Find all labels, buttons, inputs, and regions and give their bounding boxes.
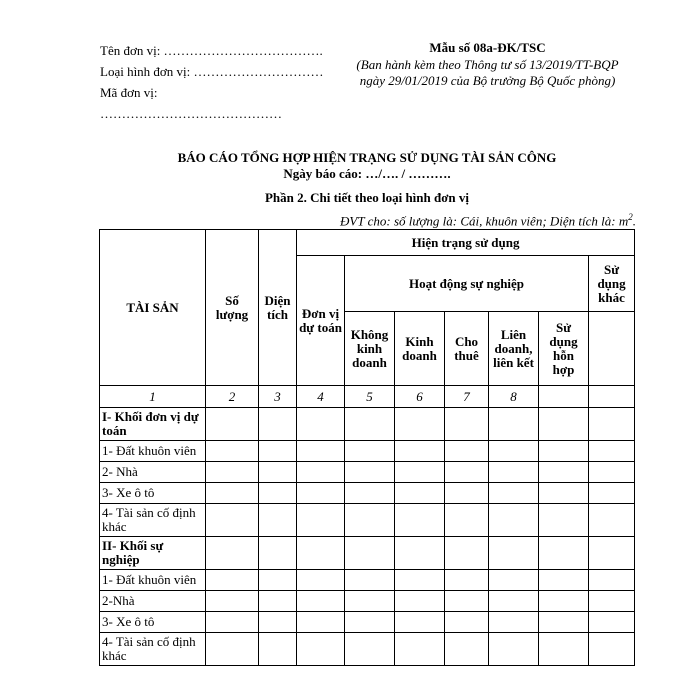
table-cell[interactable] [259,633,297,666]
row-label: 4- Tài sản cố định khác [100,504,206,537]
table-cell[interactable] [589,633,635,666]
unit-name-line: Tên đơn vị: ………………………………. [100,43,323,58]
table-cell[interactable] [445,462,489,483]
table-cell[interactable] [259,591,297,612]
column-number [589,386,635,408]
header-other-use: Sử dụng khác [589,256,635,312]
unit-note-text: ĐVT cho: số lượng là: Cái, khuôn viên; Diện tích là: m [340,213,629,229]
table-cell[interactable] [206,612,259,633]
table-cell[interactable] [489,408,539,441]
table-cell[interactable] [259,462,297,483]
header-joint-venture: Liên doanh, liên kết [489,312,539,386]
table-cell[interactable] [539,537,589,570]
table-cell[interactable] [395,612,445,633]
table-row [100,537,635,570]
issued-line-1: (Ban hành kèm theo Thông tư số 13/2019/TT-BQP [356,57,619,72]
table-row [100,591,635,612]
table-cell[interactable] [395,462,445,483]
table-cell[interactable] [345,633,395,666]
table-cell[interactable] [445,483,489,504]
unit-note [340,212,636,229]
table-cell[interactable] [297,537,345,570]
table-cell[interactable] [539,570,589,591]
table-cell[interactable] [489,462,539,483]
table-cell[interactable] [445,591,489,612]
table-cell[interactable] [395,504,445,537]
table-cell[interactable] [297,408,345,441]
table-cell[interactable] [259,537,297,570]
row-label: 2- Nhà [100,462,206,483]
header-budget-unit: Đơn vị dự toán [297,256,345,386]
table-cell[interactable] [539,633,589,666]
table-cell[interactable] [206,504,259,537]
column-number: 7 [445,386,489,408]
column-number: 1 [100,386,206,408]
table-cell[interactable] [297,633,345,666]
column-number: 4 [297,386,345,408]
report-part: Phần 2. Chi tiết theo loại hình đơn vị [264,190,470,205]
table-row [100,441,635,462]
table-cell[interactable] [445,504,489,537]
row-label: II- Khối sự nghiệp [100,537,206,570]
table-cell[interactable] [345,462,395,483]
table-cell[interactable] [345,408,395,441]
row-label: I- Khối đơn vị dự toán [100,408,206,441]
asset-status-table [99,229,635,666]
table-cell[interactable] [206,441,259,462]
table-cell[interactable] [589,504,635,537]
table-cell[interactable] [206,537,259,570]
table-cell[interactable] [445,612,489,633]
table-cell[interactable] [395,591,445,612]
table-cell[interactable] [589,483,635,504]
table-cell[interactable] [489,591,539,612]
table-cell[interactable] [206,633,259,666]
table-cell[interactable] [445,408,489,441]
table-cell[interactable] [589,591,635,612]
header-usage-status: Hiện trạng sử dụng [297,230,635,256]
table-cell[interactable] [489,612,539,633]
header-quantity: Số lượng [206,230,259,386]
table-cell[interactable] [297,441,345,462]
table-cell[interactable] [539,441,589,462]
unit-type-line: Loại hình đơn vị: ………………………… [100,64,324,79]
table-cell[interactable] [259,483,297,504]
table-cell[interactable] [589,462,635,483]
table-cell[interactable] [489,483,539,504]
header-area: Diện tích [259,230,297,386]
table-cell[interactable] [539,408,589,441]
column-number: 6 [395,386,445,408]
header-non-business: Không kinh doanh [345,312,395,386]
table-row [100,483,635,504]
unit-note-superscript: 2 [628,212,633,222]
report-title: BÁO CÁO TỔNG HỢP HIỆN TRẠNG SỬ DỤNG TÀI SẢN CÔNG [177,150,557,165]
table-cell[interactable] [206,462,259,483]
table-cell[interactable] [206,483,259,504]
table-cell[interactable] [489,633,539,666]
table-cell[interactable] [445,570,489,591]
unit-code-dots: …………………………………… [100,106,282,121]
table-cell[interactable] [297,570,345,591]
table-cell[interactable] [489,570,539,591]
table-cell[interactable] [395,537,445,570]
table-cell[interactable] [589,537,635,570]
table-cell[interactable] [445,633,489,666]
table-cell[interactable] [539,504,589,537]
header-mixed-use: Sử dụng hỗn hợp [539,312,589,386]
column-number: 5 [345,386,395,408]
table-cell[interactable] [539,591,589,612]
table-cell[interactable] [345,570,395,591]
table-row [100,570,635,591]
table-cell[interactable] [345,504,395,537]
table-cell[interactable] [206,570,259,591]
table-cell[interactable] [259,408,297,441]
row-label: 2-Nhà [100,591,206,612]
table-cell[interactable] [395,408,445,441]
table-cell[interactable] [345,441,395,462]
table-cell[interactable] [345,483,395,504]
table-cell[interactable] [445,441,489,462]
table-row [100,408,635,441]
report-date: Ngày báo cáo: …/…. / ………. [283,166,451,181]
table-cell[interactable] [489,537,539,570]
table-cell[interactable] [589,570,635,591]
table-cell[interactable] [395,570,445,591]
table-cell[interactable] [539,483,589,504]
table-cell[interactable] [259,612,297,633]
table-cell[interactable] [395,633,445,666]
row-label: 3- Xe ô tô [100,483,206,504]
table-cell[interactable] [345,591,395,612]
table-cell[interactable] [445,537,489,570]
issued-line-2: ngày 29/01/2019 của Bộ trưởng Bộ Quốc phòng) [359,73,616,88]
row-label: 1- Đất khuôn viên [100,570,206,591]
unit-info-block [100,40,350,124]
table-cell[interactable] [345,537,395,570]
table-cell[interactable] [297,591,345,612]
header-business: Kinh doanh [395,312,445,386]
table-cell[interactable] [539,462,589,483]
table-row [100,504,635,537]
table-row [100,633,635,666]
table-cell[interactable] [259,504,297,537]
table-cell[interactable] [259,441,297,462]
table-cell[interactable] [206,591,259,612]
table-cell[interactable] [345,612,395,633]
table-cell[interactable] [539,612,589,633]
column-number: 8 [489,386,539,408]
row-label: 4- Tài sản cố định khác [100,633,206,666]
column-number [539,386,589,408]
table-body [100,386,635,666]
table-cell[interactable] [489,504,539,537]
table-cell[interactable] [206,408,259,441]
table-cell[interactable] [589,441,635,462]
header-other-use-blank [589,312,635,386]
row-label: 3- Xe ô tô [100,612,206,633]
table-cell[interactable] [297,504,345,537]
table-cell[interactable] [489,441,539,462]
form-info-block [335,40,640,89]
table-cell[interactable] [297,462,345,483]
column-number: 3 [259,386,297,408]
table-cell[interactable] [297,483,345,504]
header-asset: TÀI SẢN [100,230,206,386]
table-cell[interactable] [297,612,345,633]
column-number: 2 [206,386,259,408]
table-cell[interactable] [259,570,297,591]
table-row [100,612,635,633]
table-cell[interactable] [589,408,635,441]
header-lease: Cho thuê [445,312,489,386]
row-label: 1- Đất khuôn viên [100,441,206,462]
unit-code-line: Mã đơn vị: [100,85,158,100]
table-cell[interactable] [395,483,445,504]
unit-note-end: . [632,213,636,229]
table-cell[interactable] [589,612,635,633]
table-cell[interactable] [395,441,445,462]
header-public-service: Hoạt động sự nghiệp [345,256,589,312]
table-row [100,462,635,483]
column-number-row [100,386,635,408]
form-number: Mẫu số 08a-ĐK/TSC [429,40,546,55]
